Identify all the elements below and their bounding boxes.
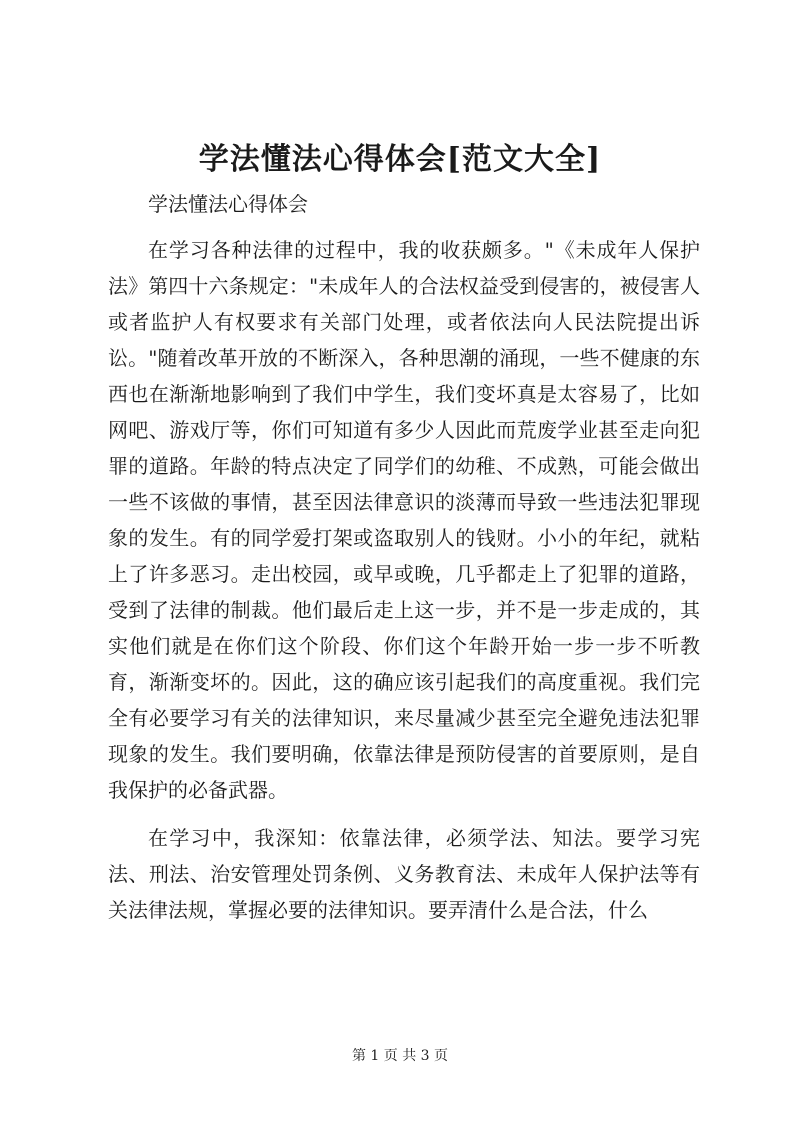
document-title: 学法懂法心得体会[范文大全] [198,142,602,177]
document-body [108,186,700,940]
page-number-footer: 第 1 页 共 3 页 [351,1048,449,1064]
paragraph-2: 在学习中，我深知：依靠法律，必须学法、知法。要学习宪法、刑法、治安管理处罚条例、义务教育法、未成年人保护法等有关法律法规，掌握必要的法律知识。要弄清什么是合法，什么 [108,826,700,922]
paragraph-1: 在学习各种法律的过程中，我的收获颇多。"《未成年人保护法》第四十六条规定："未成年人的合法权益受到侵害的，被侵害人或者监护人有权要求有关部门处理，或者依法向人民法院提出诉讼。"随着改革开放的不断深入，各种思潮的涌现，一些不健康的东西也在渐渐地影响到了我们中学生，我们变坏真是太容易了，比如网吧、游戏厅等，你们可知道有多少人因此而荒废学业甚至走向犯罪的道路。年龄的特点决定了同学们的幼稚、不成熟，可能会做出一些不该做的事情，甚至因法律意识的淡薄而导致一些违法犯罪现象的发生。有的同学爱打架或盗取别人的钱财。小小的年纪，就粘上了许多恶习。走出校园，或早或晚，几乎都走上了犯罪的道路，受到了法律的制裁。他们最后走上这一步，并不是一步走成的，其实他们就是在你们这个阶段、你们这个年龄开始一步一步不听教育，渐渐变坏的。因此，这的确应该引起我们的高度重视。我们完全有必要学习有关的法律知识，来尽量减少甚至完全避免违法犯罪现象的发生。我们要明确，依靠法律是预防侵害的首要原则，是自我保护的必备武器。 [108,238,700,802]
document-subtitle: 学法懂法心得体会 [148,192,308,216]
